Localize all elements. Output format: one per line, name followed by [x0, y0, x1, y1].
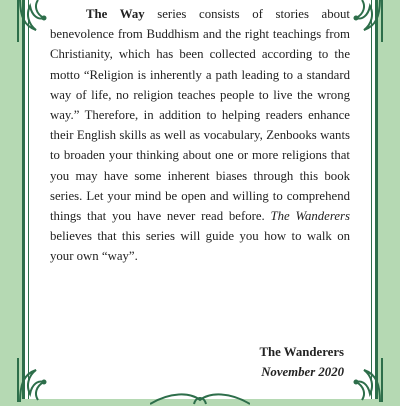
signature-date: November 2020: [261, 365, 344, 379]
signature: [260, 342, 345, 382]
body-paragraph: [50, 4, 350, 267]
series-title: The Way: [86, 7, 145, 21]
author-italic: The Wanderers: [270, 209, 350, 224]
corner-ornament-icon: [14, 356, 62, 404]
paragraph-text-2: believes that this series will guide you how to walk on your own “way”.: [50, 229, 350, 264]
signature-name: The Wanderers: [259, 345, 344, 359]
paragraph-text-1: series consists of stories about benevolence from Buddhism and the right teachings from Christianity, which has been collected according to the motto “Religion is inherently a path leading to a standard way of life, no religion teaches people to live the wrong way.” Therefore, in addition to helping readers enhance their English skills as well as vocabulary, Zenbooks wants to broaden your thinking about one or more religions that you may have some inherent biases through this book series. Let your mind be open and willing to comprehend things that you have never read before.: [50, 7, 350, 224]
corner-ornament-icon: [338, 356, 386, 404]
bottom-flourish-icon: [150, 388, 250, 406]
content: [50, 4, 350, 267]
